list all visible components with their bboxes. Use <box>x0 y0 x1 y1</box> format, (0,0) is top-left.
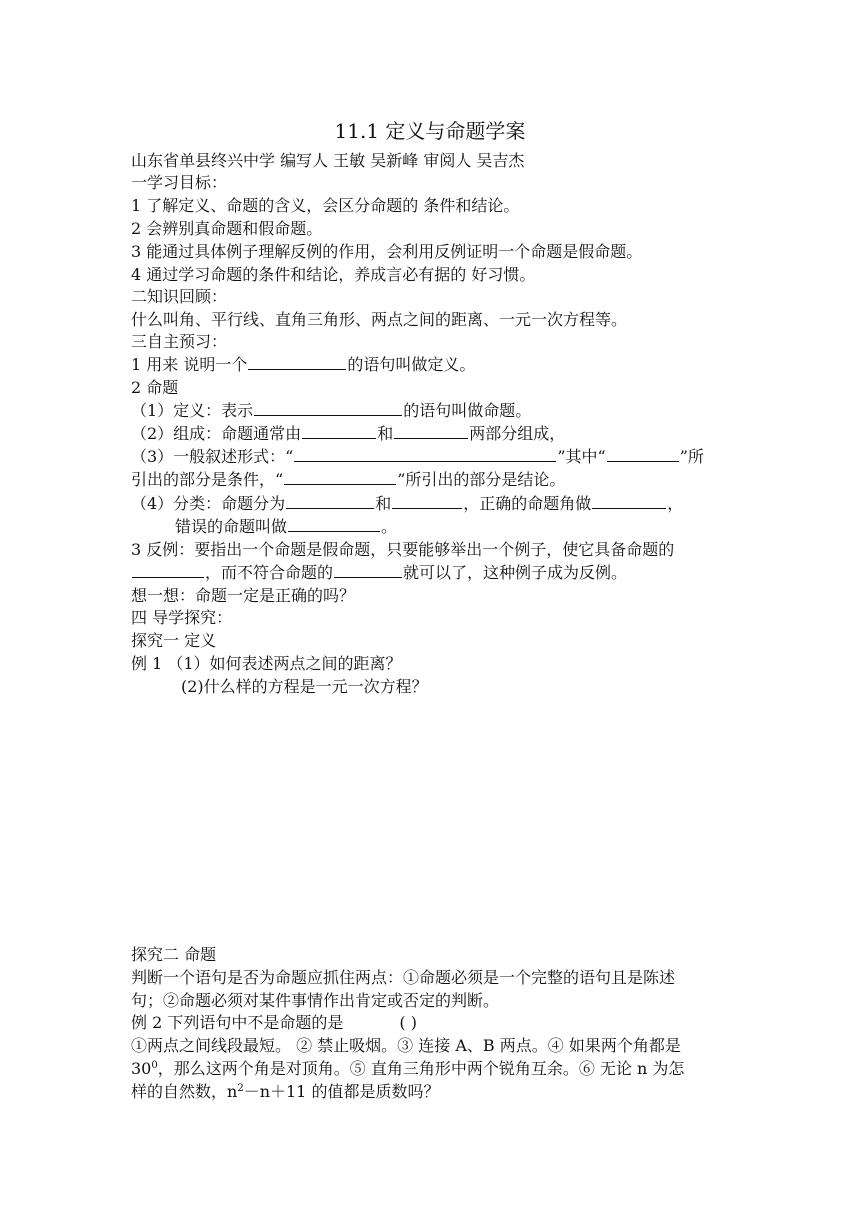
text-segment: ，而不符合命题的 <box>205 563 334 582</box>
fill-blank[interactable] <box>592 493 666 509</box>
text-segment: ，正确的命题角做 <box>463 494 592 513</box>
fill-blank[interactable] <box>132 562 204 578</box>
fill-blank[interactable] <box>607 446 679 462</box>
text-segment: －n＋11 的值都是质数吗？ <box>243 1082 440 1101</box>
text-segment: ”其中“ <box>557 447 606 466</box>
fill-blank[interactable] <box>288 516 380 532</box>
goal-item: 3 能通过具体例子理解反例的作用，会利用反例证明一个命题是假命题。 <box>131 242 643 261</box>
example-2-question <box>131 1012 417 1034</box>
preview-q2-4-cont <box>175 516 397 538</box>
text-segment: （2）组成：命题通常由 <box>131 424 302 443</box>
example-1-part-1: 例 1 （1）如何表述两点之间的距离？ <box>131 654 402 673</box>
section-explore-heading: 四 导学探究： <box>131 608 233 627</box>
text-segment: 1 用来 说明一个 <box>131 355 248 374</box>
goal-item: 4 通过学习命题的条件和结论，养成言必有据的 好习惯。 <box>131 265 536 284</box>
fill-blank[interactable] <box>334 562 402 578</box>
preview-q2-4 <box>131 493 683 515</box>
text-segment: 就可以了，这种例子成为反例。 <box>403 563 628 582</box>
text-segment: 例 2 下列语句中不是命题的是 <box>131 1013 344 1032</box>
text-segment: 和 <box>375 494 392 513</box>
fill-blank[interactable] <box>248 354 346 370</box>
text-segment: （4）分类：命题分为 <box>131 494 286 513</box>
preview-q2-3-cont <box>131 469 565 491</box>
goal-item: 1 了解定义、命题的含义，会区分命题的 条件和结论。 <box>131 196 520 215</box>
text-segment: ”所引出的部分是结论。 <box>397 470 566 489</box>
preview-q3: 3 反例：要指出一个命题是假命题，只要能够举出一个例子，使它具备命题的 <box>131 540 675 559</box>
preview-q2-2 <box>131 423 565 445</box>
author-line: 山东省单县终兴中学 编写人 王敏 吴新峰 审阅人 吴吉杰 <box>131 151 525 170</box>
think-question: 想一想：命题一定是正确的吗？ <box>131 586 356 605</box>
fill-blank[interactable] <box>286 493 374 509</box>
preview-q2-3 <box>131 446 704 468</box>
fill-blank[interactable] <box>392 493 462 509</box>
text-segment: 错误的命题叫做 <box>175 517 288 536</box>
judge-rule-line-2: 句；②命题必须对某件事情作出肯定或否定的判断。 <box>131 991 500 1010</box>
explore-two-heading: 探究二 命题 <box>131 945 217 964</box>
text-segment: 30 <box>131 1059 152 1078</box>
fill-blank[interactable] <box>302 423 376 439</box>
goal-item: 2 会辨别真命题和假命题。 <box>131 219 323 238</box>
preview-q2: 2 命题 <box>131 378 179 397</box>
text-segment: ”所 <box>679 447 704 466</box>
fill-blank[interactable] <box>294 446 556 462</box>
judge-rule-line-1: 判断一个语句是否为命题应抓住两点：①命题必须是一个完整的语句且是陈述 <box>131 968 676 987</box>
example-2-options-line-2 <box>131 1058 684 1080</box>
text-segment: 的语句叫做定义。 <box>347 355 476 374</box>
example-2-options-line-1: ①两点之间线段最短。 ② 禁止吸烟。③ 连接 A、B 两点。④ 如果两个角都是 <box>131 1036 681 1055</box>
section-review-heading: 二知识回顾： <box>131 287 228 306</box>
example-2-options-line-3 <box>131 1081 439 1103</box>
text-segment: （3）一般叙述形式：“ <box>131 447 294 466</box>
text-segment: 两部分组成， <box>469 424 566 443</box>
text-segment: 和 <box>377 424 394 443</box>
text-segment: 的语句叫做命题。 <box>403 401 532 420</box>
preview-q2-1 <box>131 400 531 422</box>
section-preview-heading: 三自主预习： <box>131 332 228 351</box>
fill-blank[interactable] <box>254 400 402 416</box>
example-1-part-2: (2)什么样的方程是一元一次方程？ <box>181 677 428 696</box>
preview-q3-cont <box>131 562 627 584</box>
review-text: 什么叫角、平行线、直角三角形、两点之间的距离、一元一次方程等。 <box>131 310 628 329</box>
section-goals-heading: 一学习目标： <box>131 173 228 192</box>
fill-blank[interactable] <box>394 423 468 439</box>
preview-q1 <box>131 354 475 376</box>
text-segment: ， <box>667 494 684 513</box>
text-segment: ，那么这两个角是对顶角。⑤ 直角三角形中两个锐角互余。⑥ 无论 n 为怎 <box>157 1059 685 1078</box>
superscript: 2 <box>237 1083 244 1094</box>
answer-parentheses[interactable]: ( ) <box>399 1013 417 1032</box>
text-segment: 。 <box>381 517 398 536</box>
fill-blank[interactable] <box>284 469 396 485</box>
text-segment: 引出的部分是条件，“ <box>131 470 284 489</box>
superscript: 0 <box>151 1060 158 1071</box>
document-title: 11.1 定义与命题学案 <box>334 119 526 143</box>
text-segment: （1）定义：表示 <box>131 401 254 420</box>
explore-one-heading: 探究一 定义 <box>131 631 217 650</box>
text-segment: 样的自然数，n <box>131 1082 238 1101</box>
